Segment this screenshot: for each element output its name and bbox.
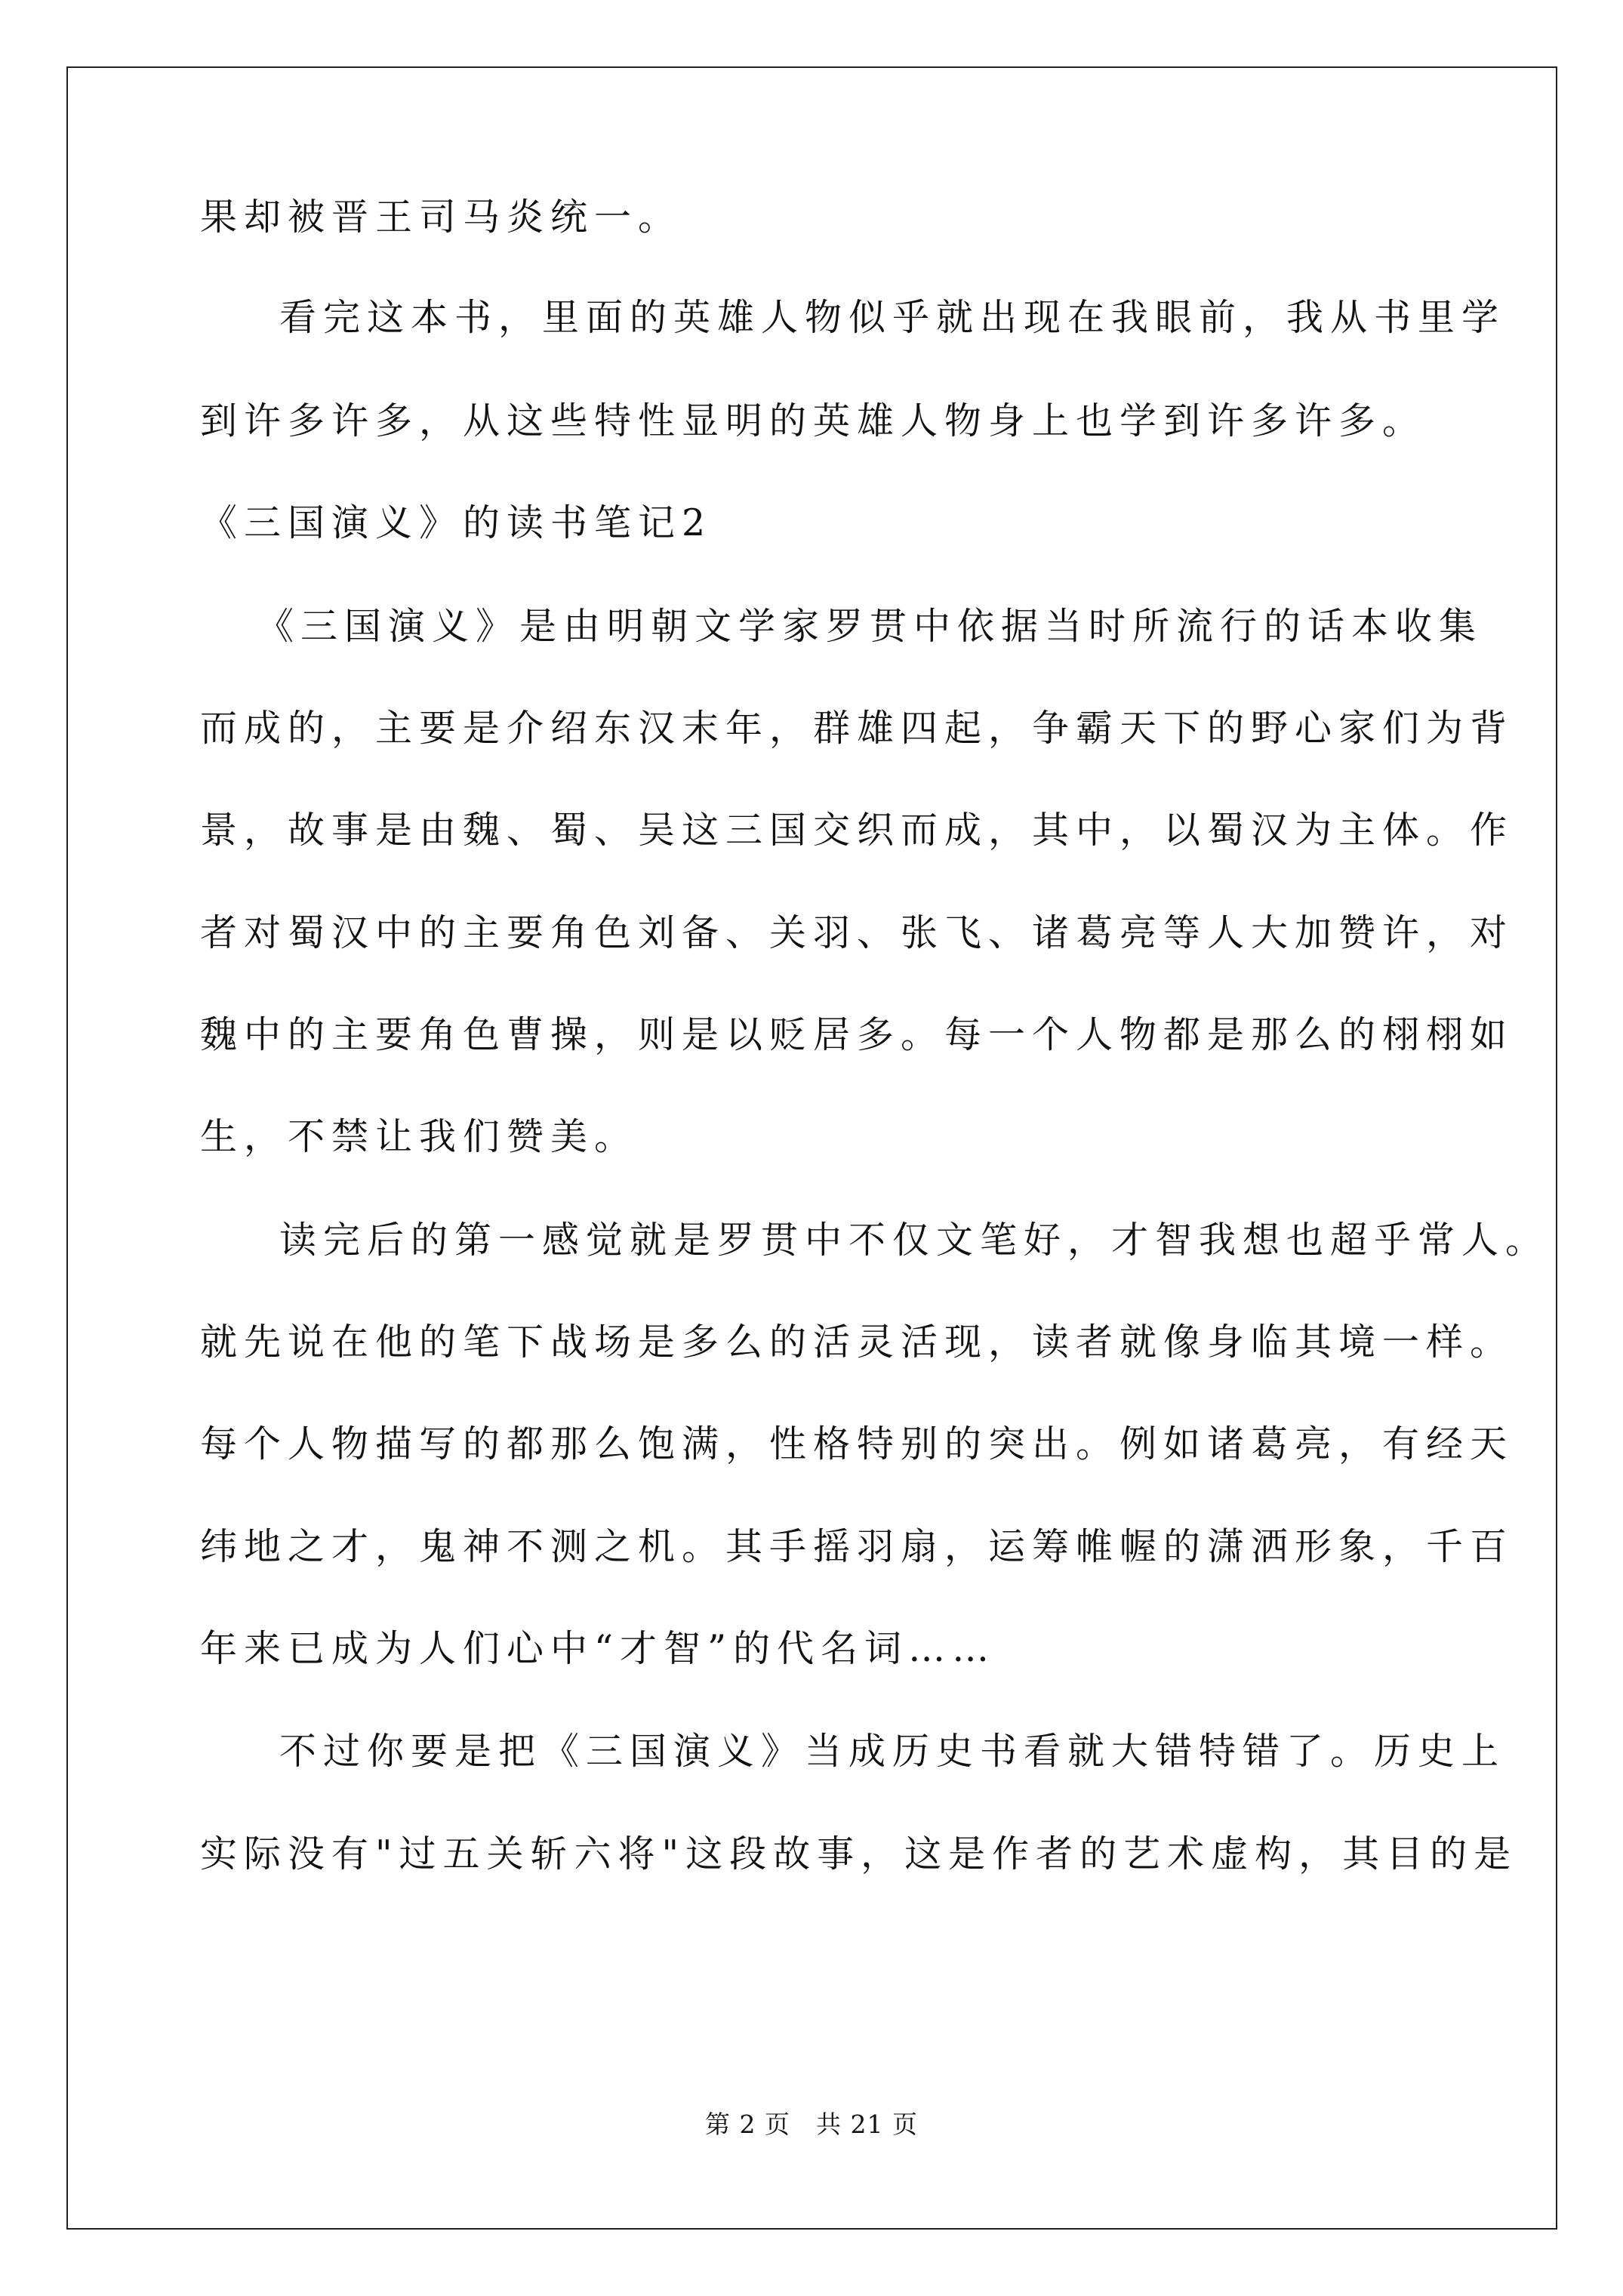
text-line: 每个人物描写的都那么饱满，性格特别的突出。例如诸葛亮，有经天 [200, 1422, 1514, 1465]
text-line: 就先说在他的笔下战场是多么的活灵活现，读者就像身临其境一样。 [200, 1321, 1514, 1364]
text-line: 读完后的第一感觉就是罗贯中不仅文笔好，才智我想也超乎常人。 [279, 1219, 1550, 1262]
text-line: 而成的，主要是介绍东汉末年，群雄四起，争霸天下的野心家们为背 [200, 707, 1514, 750]
text-line: 果却被晋王司马炎统一。 [200, 196, 682, 239]
section-heading: 《三国演义》的读书笔记2 [200, 501, 713, 544]
text-line: 看完这本书，里面的英雄人物似乎就出现在我眼前，我从书里学 [279, 296, 1506, 339]
text-line: 纬地之才，鬼神不测之机。其手摇羽扇，运筹帷幄的潇洒形象，千百 [200, 1525, 1514, 1568]
text-line: 者对蜀汉中的主要角色刘备、关羽、张飞、诸葛亮等人大加赞许，对 [200, 911, 1514, 954]
text-line: 《三国演义》是由明朝文学家罗贯中依据当时所流行的话本收集 [257, 605, 1483, 648]
text-line: 生，不禁让我们赞美。 [200, 1115, 639, 1158]
text-line: 不过你要是把《三国演义》当成历史书看就大错特错了。历史上 [279, 1730, 1506, 1773]
text-line: 年来已成为人们心中“才智”的代名词…… [200, 1627, 996, 1670]
text-line: 到许多许多，从这些特性显明的英雄人物身上也学到许多许多。 [200, 399, 1427, 442]
page-number-footer: 第 2 页 共 21 页 [705, 2110, 918, 2139]
text-line: 景，故事是由魏、蜀、吴这三国交织而成，其中，以蜀汉为主体。作 [200, 809, 1514, 852]
text-line: 实际没有"过五关斩六将"这段故事，这是作者的艺术虚构，其目的是 [200, 1832, 1518, 1875]
text-line: 魏中的主要角色曹操，则是以贬居多。每一个人物都是那么的栩栩如 [200, 1013, 1514, 1056]
